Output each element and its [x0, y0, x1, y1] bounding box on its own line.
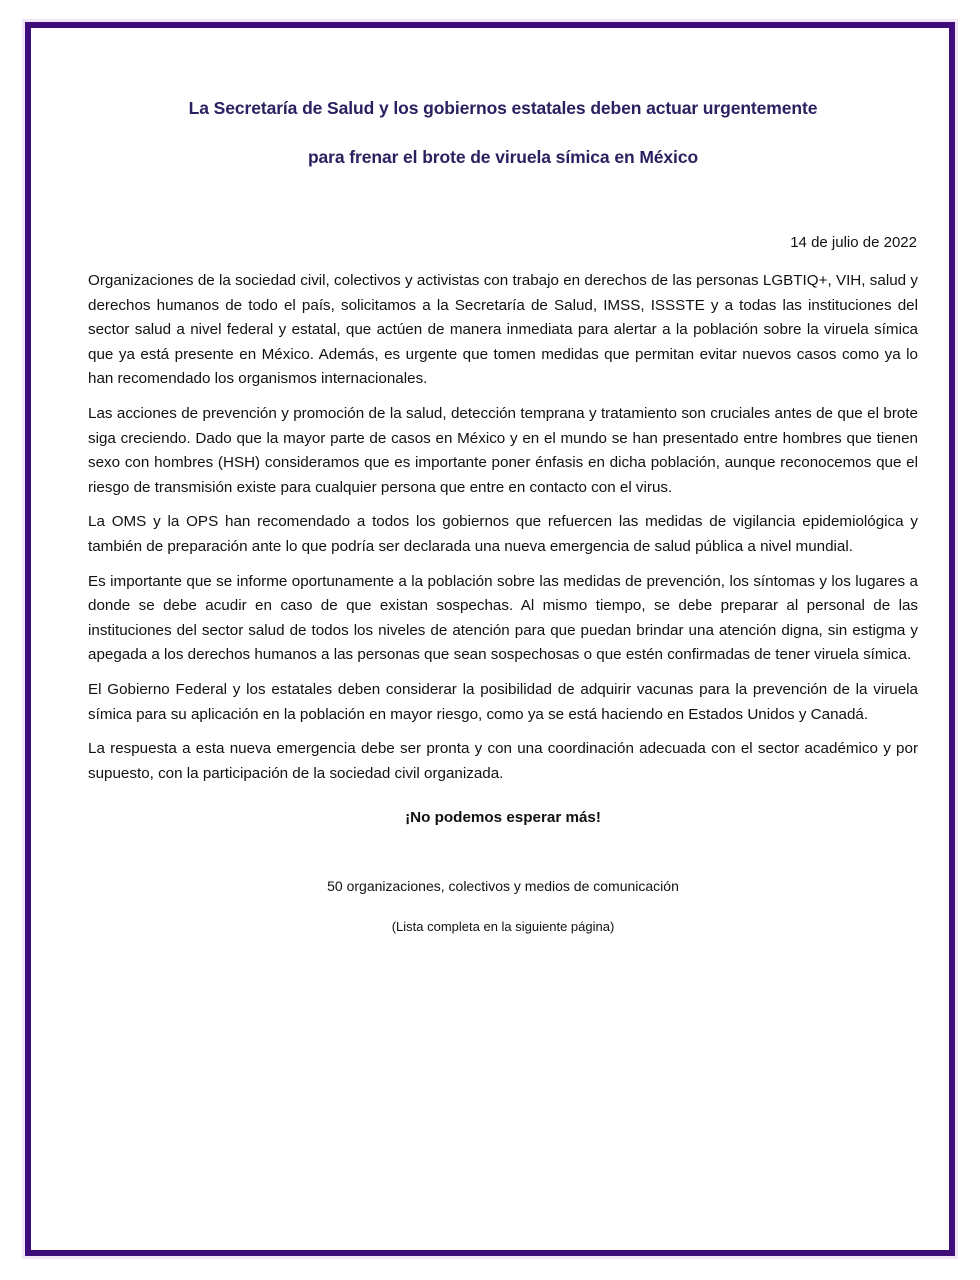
paragraph: La respuesta a esta nueva emergencia debe ser pronta y con una coordinación adecuada con el sector académico y por supuesto, con la participación de la sociedad civil organizada.	[88, 740, 918, 782]
paragraph: Organizaciones de la sociedad civil, colectivos y activistas con trabajo en derechos de las personas LGBTIQ+, VIH, salud y derechos humanos de todo el país, solicitamos a la Secretaría de Salud, IMSS, ISSSTE y a todas las instituciones del sector salud a nivel federal y estatal, que actúen de manera inmediata para alertar a la población sobre la viruela símica que ya está presente en México. Además, es urgente que tomen medidas que permitan evitar nuevos casos como ya lo han recomendado los organismos internacionales.	[88, 272, 918, 388]
paragraph: Es importante que se informe oportunamente a la población sobre las medidas de prevención, los síntomas y los lugares a donde se debe acudir en caso de que existan sospechas. Al mismo tiempo, se debe preparar al personal de las instituciones del sector salud de todos los niveles de atención para que puedan brindar una atención digna, sin estigma y apegada a los derechos humanos a las personas que sean sospechosas o que estén confirmadas de tener viruela símica.	[88, 572, 918, 664]
signatories-note: (Lista completa en la siguiente página)	[391, 919, 615, 935]
document-body	[88, 269, 918, 786]
paragraph: Las acciones de prevención y promoción de la salud, detección temprana y tratamiento son cruciales antes de que el brote siga creciendo. Dado que la mayor parte de casos en México y en el mundo se han presentado entre hombres que tienen sexo con hombres (HSH) consideramos que es importante poner énfasis en dicha población, aunque reconocemos que el riesgo de transmisión existe para cualquier persona que entre en contacto con el virus.	[88, 404, 918, 496]
title-line-2: para frenar el brote de viruela símica en México	[307, 147, 699, 167]
title-line-1: La Secretaría de Salud y los gobiernos estatales deben actuar urgentemente	[188, 98, 818, 118]
document-slogan: ¡No podemos esperar más!	[405, 809, 601, 827]
paragraph: La OMS y la OPS han recomendado a todos los gobiernos que refuercen las medidas de vigilancia epidemiológica y también de preparación ante lo que podría ser declarada una nueva emergencia de salud pública a nivel mundial.	[88, 513, 918, 555]
signatories-count: 50 organizaciones, colectivos y medios de comunicación	[327, 878, 679, 895]
document-signoff	[88, 875, 918, 937]
document-content	[88, 22, 918, 1256]
document-title	[88, 95, 918, 171]
paragraph: El Gobierno Federal y los estatales deben considerar la posibilidad de adquirir vacunas para la prevención de la viruela símica para su aplicación en la población en mayor riesgo, como ya se está haciendo en Estados Unidos y Canadá.	[88, 680, 918, 723]
document-date: 14 de julio de 2022	[790, 234, 917, 251]
